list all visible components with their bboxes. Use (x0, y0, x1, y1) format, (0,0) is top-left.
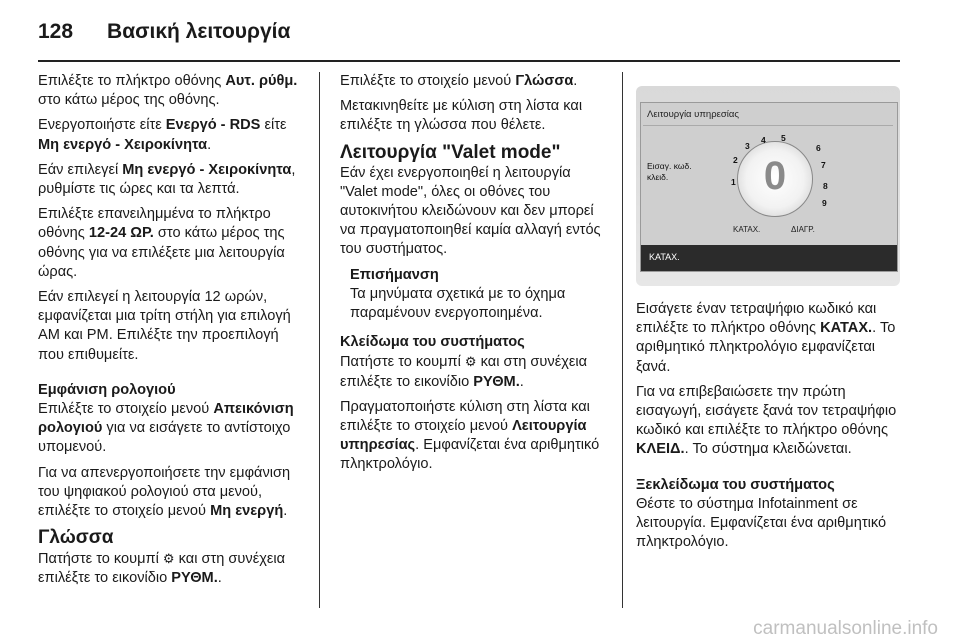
bold-term: ΚΑΤΑΧ. (820, 320, 873, 337)
paragraph (636, 300, 904, 377)
text: Εάν επιλεγεί (38, 161, 123, 178)
column-right (636, 300, 904, 558)
text: Πατήστε το κουμπί (38, 551, 163, 568)
paragraph (38, 205, 306, 282)
text: είτε (260, 117, 287, 134)
note-title: Επισήμανση (350, 266, 439, 283)
dial-number: 2 (733, 155, 738, 165)
paragraph (38, 116, 306, 154)
paragraph (636, 383, 904, 460)
column-divider (622, 72, 623, 608)
text: Για να επιβεβαιώσετε την πρώτη εισαγωγή, εισάγετε ξανά τον τετραψήφιο κωδικό και επιλέξτε το πλήκτρο οθόνης (636, 383, 897, 439)
text: Πραγματοποιήστε κύλιση στη λίστα και επιλέξτε το στοιχείο μενού (340, 398, 590, 435)
bold-term: Ενεργό - RDS (165, 117, 261, 134)
page-header (38, 20, 290, 44)
bold-term: ΡΥΘΜ. (171, 570, 218, 587)
section-heading-lock: Κλείδωμα του συστήματος (340, 334, 525, 351)
paragraph: Εάν επιλεγεί η λειτουργία 12 ωρών, εμφανίζεται μια τρίτη στήλη για επιλογή AM και PM. Επιλέξτε την προεπιλογή που επιθυμείτε. (38, 289, 291, 363)
bold-term: Λειτουργία υπηρεσίας (340, 418, 587, 454)
text: . Το αριθμητικό πληκτρολόγιο εμφανίζεται ξανά. (636, 320, 896, 375)
text: , ρυθμίστε τις ώρες και τα λεπτά. (38, 161, 296, 198)
text: και στη συνέχεια επιλέξτε το εικονίδιο (340, 354, 588, 390)
paragraph (340, 398, 608, 475)
bold-term: Μη ενεργό - Χειροκίνητα (122, 161, 292, 178)
bold-term: Μη ενεργό - Χειροκίνητα (38, 136, 208, 153)
service-mode-screen-illustration (636, 86, 900, 286)
note-text: Τα μηνύματα σχετικά με το όχημα παραμένουν ενεργοποιημένα. (350, 285, 566, 322)
dial-digit: 0 (763, 154, 787, 198)
settings-icon: ⚙ (162, 551, 175, 567)
screen-title: Λειτουργία υπηρεσίας (647, 109, 739, 120)
dial-number: 3 (745, 141, 750, 151)
text: Ενεργοποιήστε είτε (38, 117, 166, 134)
column-middle (340, 72, 608, 481)
text: . (573, 73, 578, 89)
bold-term: Μη ενεργή (210, 503, 284, 520)
text: Εισάγετε έναν τετραψήφιο κωδικό και επιλέξτε το πλήκτρο οθόνης (636, 301, 877, 337)
dial-number: 9 (822, 198, 827, 208)
section-heading-unlock: Ξεκλείδωμα του συστήματος (636, 476, 835, 493)
enter-softkey: ΚΑΤΑΧ. (733, 225, 761, 234)
dial-number: 4 (761, 135, 766, 145)
text: και στη συνέχεια επιλέξτε το εικονίδιο (38, 551, 286, 587)
watermark: carmanualsonline.info (753, 618, 938, 639)
page-number: 128 (38, 20, 74, 43)
dial-number: 7 (821, 160, 826, 170)
text: στο κάτω μέρος της οθόνης. (38, 92, 220, 109)
header-divider (38, 60, 900, 62)
section-heading-valet: Λειτουργία "Valet mode" (340, 141, 561, 163)
column-divider (319, 72, 320, 608)
code-dial (737, 141, 813, 217)
spacer (38, 371, 306, 381)
paragraph: Θέστε το σύστημα Infotainment σε λειτουργία. Εμφανίζεται ένα αριθμητικό πληκτρολόγιο. (636, 495, 887, 551)
text: . (519, 373, 524, 390)
text: . Το σύστημα κλειδώνεται. (684, 441, 852, 458)
screen-bottom-bar (641, 245, 897, 271)
dial-number: 8 (823, 181, 828, 191)
paragraph (38, 161, 306, 199)
paragraph (340, 352, 608, 391)
delete-softkey: ΔΙΑΓΡ. (791, 225, 815, 234)
text: για να εισάγετε το αντίστοιχο υπομενού. (38, 420, 291, 456)
paragraph (38, 400, 306, 458)
screen-code-label: Εισαγ. κωδ. κλειδ. (647, 161, 692, 182)
bold-term: 12-24 ΩΡ. (88, 225, 154, 242)
page-title: Βασική λειτουργία (107, 20, 291, 43)
paragraph (38, 464, 306, 522)
paragraph: Εάν έχει ενεργοποιηθεί η λειτουργία "Valet mode", όλες οι οθόνες του αυτοκινήτου κλειδώνουν και δεν μπορεί να πραγματοποιηθεί καμία αλλαγή εντός του συστήματος. (340, 164, 601, 258)
paragraph (340, 72, 608, 91)
dial-number: 1 (731, 177, 736, 187)
spacer (636, 466, 904, 476)
text: Επιλέξτε το στοιχείο μενού (38, 401, 214, 418)
text: Επιλέξτε το στοιχείο μενού (340, 73, 516, 89)
bold-term: Γλώσσα (515, 73, 574, 89)
dial-number: 5 (781, 133, 786, 143)
paragraph (38, 72, 306, 110)
screen-divider (643, 125, 893, 126)
text: Πατήστε το κουμπί (340, 354, 465, 371)
bottom-bar-label: ΚΑΤΑΧ. (649, 252, 680, 262)
column-left (38, 72, 306, 595)
bold-term: Απεικόνιση ρολογιού (38, 401, 294, 437)
dial-number: 6 (816, 143, 821, 153)
paragraph (38, 549, 306, 588)
text: . Εμφανίζεται ένα αριθμητικό πληκτρολόγιο. (340, 437, 600, 473)
text: . (207, 136, 212, 153)
screen-display (640, 102, 898, 272)
text: Επιλέξτε το πλήκτρο οθόνης (38, 73, 226, 89)
bold-term: Αυτ. ρύθμ. (225, 73, 298, 89)
text: . (283, 503, 288, 520)
bold-term: ΚΛΕΙΔ. (636, 441, 685, 458)
text: . (217, 570, 222, 587)
section-heading-clock: Εμφάνιση ρολογιού (38, 381, 176, 398)
paragraph: Μετακινηθείτε με κύλιση στη λίστα και επιλέξτε τη γλώσσα που θέλετε. (340, 98, 583, 134)
settings-icon: ⚙ (464, 354, 477, 370)
bold-term: ΡΥΘΜ. (473, 373, 520, 390)
text: στο κάτω μέρος της οθόνης για να επιλέξετε μια λειτουργία ώρας. (38, 225, 285, 280)
text: Επιλέξτε επανειλημμένα το πλήκτρο οθόνης (38, 206, 271, 242)
text: Για να απενεργοποιήσετε την εμφάνιση του ψηφιακού ρολογιού στα μενού, επιλέξτε το στοιχείο μενού (38, 464, 291, 520)
section-heading-language: Γλώσσα (38, 527, 114, 549)
note-box (340, 266, 608, 324)
